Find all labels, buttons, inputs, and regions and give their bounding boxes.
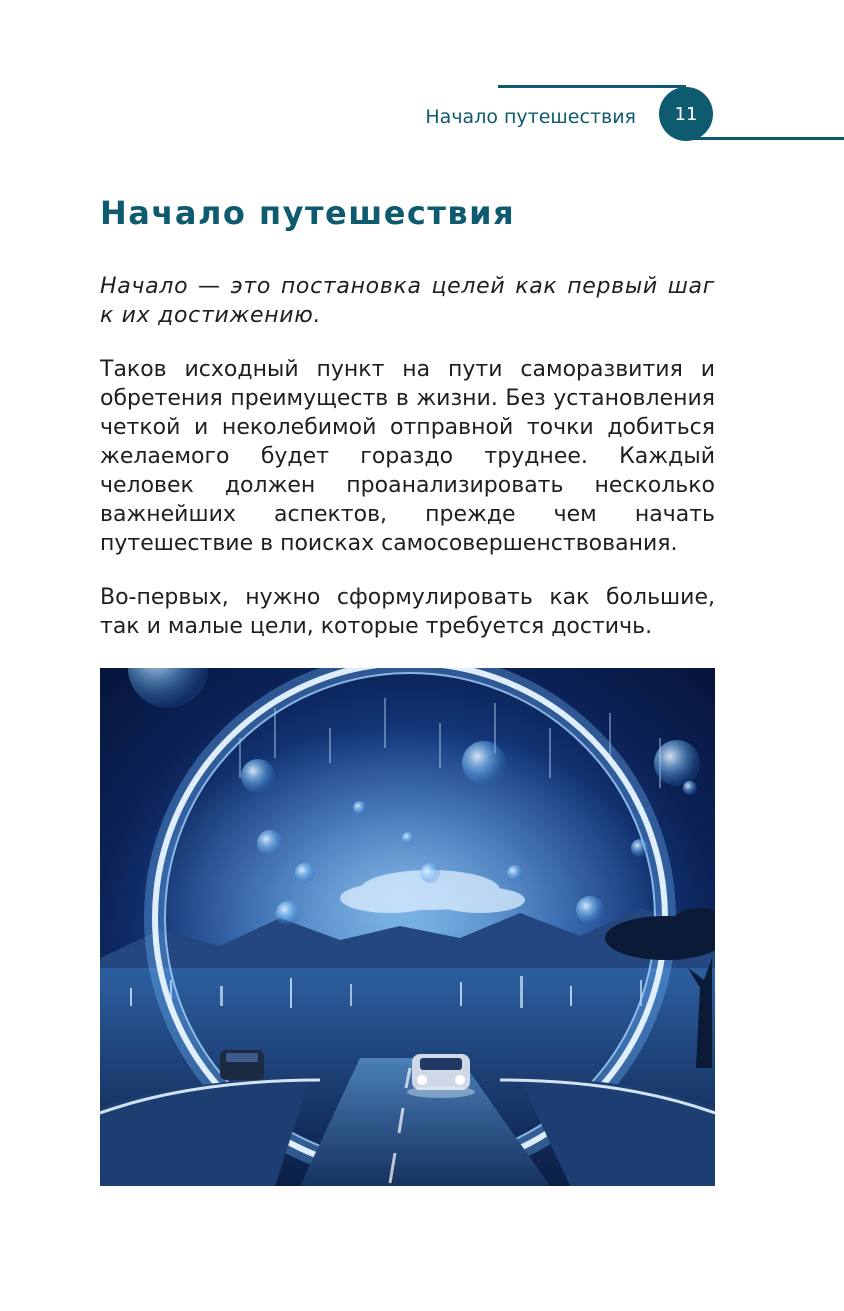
body-paragraph-2: Во-первых, нужно сформулировать как большие, так и малые цели, которые требуется достичь.: [100, 585, 715, 639]
illustration-futuristic-road: [100, 668, 715, 1186]
body-paragraph-1: Таков исходный пункт на пути саморазвития и обретения преимуществ в жизни. Без установления четкой и неколебимой отправной точки добиться желаемого будет гораздо труднее. Каждый человек должен проанализировать несколько важнейших аспектов, прежде чем начать путешествие в поисках самосовершенствования.: [100, 357, 715, 556]
chapter-title: Начало путешествия: [100, 194, 516, 232]
illustration-canvas: [100, 668, 715, 1186]
epigraph: Начало — это постановка целей как первый шаг к их достижению.: [100, 274, 715, 328]
page-number-badge: 11: [659, 87, 713, 141]
header-rule-bottom: [688, 137, 844, 140]
header-rule-top: [498, 85, 686, 88]
car-left: [220, 1050, 264, 1080]
car-front: [407, 1054, 475, 1098]
running-header-title: Начало путешествия: [425, 106, 636, 128]
